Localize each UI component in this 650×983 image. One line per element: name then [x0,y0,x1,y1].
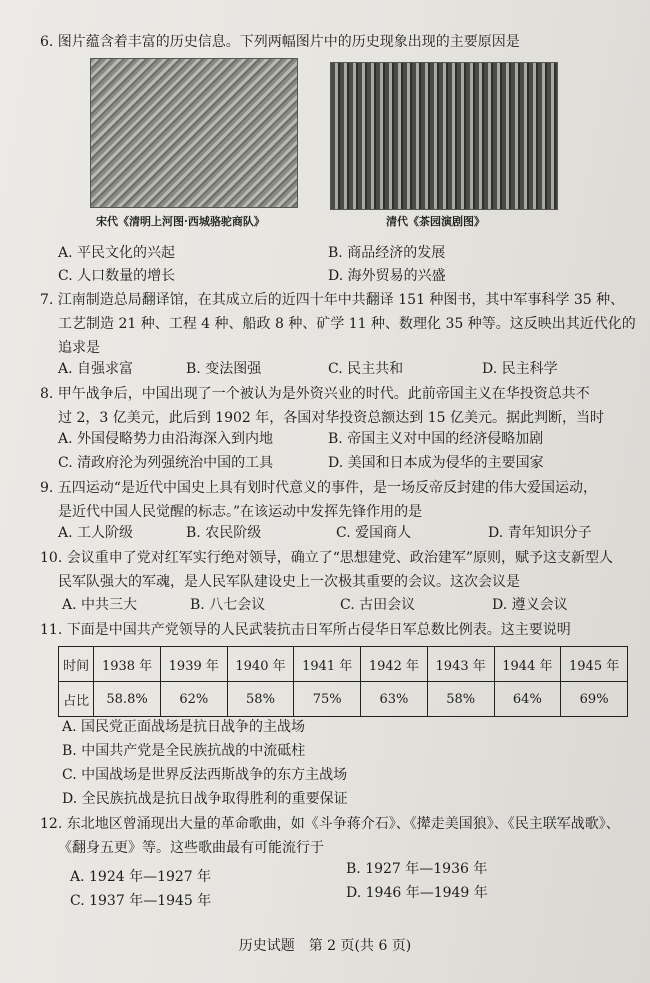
table-cell: 58% [427,682,494,717]
q11-stem: 11. 下面是中国共产党领导的人民武装抗击日军所占侵华日军总数比例表。这主要说明 [40,622,571,638]
q11-option-d: D. 全民族抗战是抗日战争取得胜利的重要保证 [62,791,348,807]
q8-option-b: B. 帝国主义对中国的经济侵略加剧 [328,431,544,447]
q8-option-d: D. 美国和日本成为侵华的主要国家 [328,455,544,471]
table-cell: 58% [227,682,294,717]
table-cell: 1941 年 [294,647,361,682]
table-row [59,647,628,682]
table-cell: 58.8% [94,682,161,717]
table-cell: 63% [361,682,428,717]
q12-option-c: C. 1937 年—1945 年 [70,893,212,909]
q12-option-b: B. 1927 年—1936 年 [346,861,488,877]
teahouse-theater-image [330,62,558,210]
q6-option-a: A. 平民文化的兴起 [58,245,176,261]
table-cell: 1942 年 [361,647,428,682]
table-cell: 1939 年 [160,647,227,682]
q7-option-c: C. 民主共和 [328,361,404,377]
q9-option-c: C. 爱国商人 [336,525,412,541]
q6-caption-left: 宋代《清明上河图·西城骆驼商队》 [96,215,265,228]
q10-option-d: D. 遵义会议 [492,597,568,613]
q11-option-c: C. 中国战场是世界反法西斯战争的东方主战场 [62,767,348,783]
q6-stem: 6. 图片蕴含着丰富的历史信息。下列两幅图片中的历史现象出现的主要原因是 [40,34,520,50]
q11-option-b: B. 中国共产党是全民族抗战的中流砥柱 [62,743,306,759]
q12-stem-line2: 《翻身五更》等。这些歌曲最有可能流行于 [58,840,324,856]
q9-option-d: D. 青年知识分子 [488,525,592,541]
q7-stem-line3: 追求是 [58,340,100,356]
q9-option-b: B. 农民阶级 [186,525,262,541]
q8-stem-line1: 8. 甲午战争后，中国出现了一个被认为是外资兴业的时代。此前帝国主义在华投资总共不 [40,386,590,402]
q8-option-c: C. 清政府沦为列强统治中国的工具 [58,455,274,471]
qingming-painting-image [90,58,298,208]
q12-option-a: A. 1924 年—1927 年 [70,869,212,885]
table-header-cell: 占比 [59,682,94,717]
q11-ratio-table [58,646,628,717]
q7-option-b: B. 变法图强 [186,361,262,377]
q7-stem-line2: 工艺制造 21 种、工程 4 种、船政 8 种、矿学 11 种、数理化 35 种等。这反映出其近代化的 [58,316,636,332]
table-cell: 1940 年 [227,647,294,682]
q7-option-a: A. 自强求富 [58,361,134,377]
q6-option-b: B. 商品经济的发展 [328,245,446,261]
table-cell: 64% [494,682,561,717]
q9-stem-line2: 是近代中国人民觉醒的标志。”在该运动中发挥先锋作用的是 [58,504,423,520]
q10-option-b: B. 八七会议 [190,597,266,613]
table-cell: 1944 年 [494,647,561,682]
q8-option-a: A. 外国侵略势力由沿海深入到内地 [58,431,274,447]
table-cell: 1938 年 [94,647,161,682]
table-cell: 75% [294,682,361,717]
q12-option-d: D. 1946 年—1949 年 [346,885,488,901]
q10-option-c: C. 古田会议 [340,597,416,613]
q7-option-d: D. 民主科学 [482,361,558,377]
page-footer: 历史试题 第 2 页(共 6 页) [238,938,412,954]
q10-option-a: A. 中共三大 [62,597,138,613]
q6-caption-right: 清代《茶园演剧图》 [386,215,485,228]
q9-option-a: A. 工人阶级 [58,525,134,541]
table-cell: 69% [561,682,628,717]
q8-stem-line2: 过 2，3 亿美元，此后到 1902 年，各国对华投资总额达到 15 亿美元。据此判断，当时 [58,410,604,426]
table-cell: 1945 年 [561,647,628,682]
q11-option-a: A. 国民党正面战场是抗日战争的主战场 [62,719,306,735]
q10-stem-line2: 民军队强大的军魂，是人民军队建设史上一次极其重要的会议。这次会议是 [58,574,520,590]
table-cell: 1943 年 [427,647,494,682]
q9-stem-line1: 9. 五四运动“是近代中国史上具有划时代意义的事件，是一场反帝反封建的伟大爱国运动， [40,480,597,496]
table-row [59,682,628,717]
q6-option-c: C. 人口数量的增长 [58,268,176,284]
q7-stem-line1: 7. 江南制造总局翻译馆，在其成立后的近四十年中共翻译 151 种图书，其中军事科学 35 种、 [40,292,625,308]
q12-stem-line1: 12. 东北地区曾涌现出大量的革命歌曲，如《斗争蒋介石》、《撵走美国狼》、《民主联军战歌》、 [40,816,620,832]
q10-stem-line1: 10. 会议重申了党对红军实行绝对领导，确立了“思想建党、政治建军”原则，赋予这支新型人 [40,550,614,566]
table-cell: 62% [160,682,227,717]
q6-option-d: D. 海外贸易的兴盛 [328,268,446,284]
table-header-cell: 时间 [59,647,94,682]
